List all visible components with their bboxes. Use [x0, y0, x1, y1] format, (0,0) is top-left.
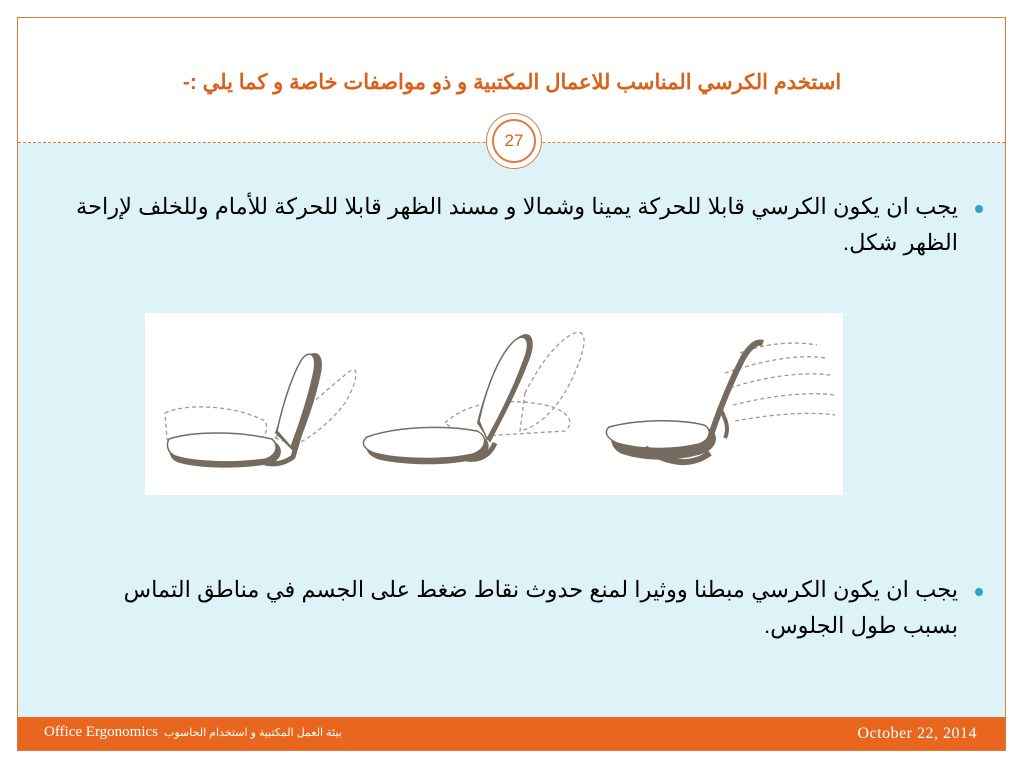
chair-1-icon: [165, 353, 356, 467]
chair-2-icon: [363, 332, 584, 464]
bullet-2-dot: [975, 588, 983, 596]
bullet-1-dot: [975, 205, 983, 213]
slide-title: استخدم الكرسي المناسب للاعمال المكتبية و ذو مواصفات خاصة و كما يلي :-: [182, 71, 842, 94]
footer-course-name: Office Ergonomics: [44, 724, 159, 740]
footer-bar: [18, 717, 1005, 750]
chair-adjustment-illustration: [145, 313, 843, 495]
chair-3-icon: [606, 343, 835, 462]
footer-course-name-ar: بيئة العمل المكتبية و استخدام الحاسوب: [164, 727, 342, 739]
bullet-1-text: يجب ان يكون الكرسي قابلا للحركة يمينا وشمالا و مسند الظهر قابلا للحركة للأمام وللخلف لإراحة الظهر شكل.: [76, 194, 958, 255]
bullet-2-text: يجب ان يكون الكرسي مبطنا ووثيرا لمنع حدوث نقاط ضغط على الجسم في مناطق التماس بسبب طول الجلوس.: [123, 577, 958, 638]
footer-course: [44, 724, 342, 741]
footer-date: October 22, 2014: [857, 725, 977, 742]
page-number: 27: [492, 119, 536, 163]
page-number-badge: [486, 113, 542, 169]
